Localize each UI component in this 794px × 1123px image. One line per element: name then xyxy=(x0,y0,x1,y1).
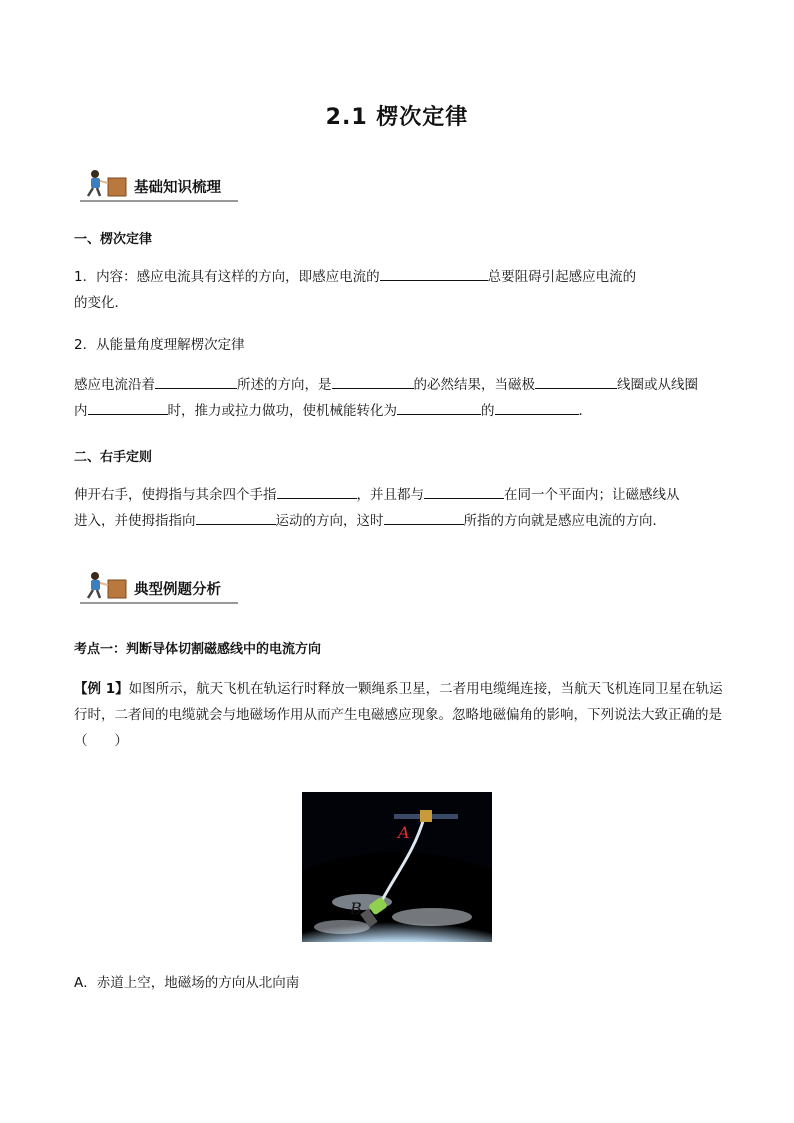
text-segment: 的必然结果，当磁极 xyxy=(413,377,535,393)
paragraph-energy xyxy=(74,372,724,424)
text-segment: 内 xyxy=(74,403,88,419)
example-question: 如图所示，航天飞机在轨运行时释放一颗绳系卫星，二者用电缆绳连接，当航天飞机连同卫星在轨运行时，二者间的电缆就会与地磁场作用从而产生电磁感应现象。忽略地磁偏角的影响，下列说法大致正确的是（ ） xyxy=(74,681,723,749)
option-a: A．赤道上空，地磁场的方向从北向南 xyxy=(74,975,300,991)
fill-blank xyxy=(495,399,579,415)
fill-blank xyxy=(88,399,168,415)
section-banner-examples xyxy=(78,570,298,604)
page-title: 2.1 楞次定律 xyxy=(325,105,469,130)
text-segment: 线圈或从线圈 xyxy=(617,377,698,393)
paragraph-content xyxy=(74,264,724,316)
text-segment: 进入，并使拇指指向 xyxy=(74,513,196,529)
text-segment: ，并且都与 xyxy=(356,487,424,503)
pushing-box-icon xyxy=(78,168,138,202)
fill-blank xyxy=(196,509,276,525)
example-tag: 【例 1】 xyxy=(74,681,129,697)
label-b: B xyxy=(350,899,362,918)
heading-right-hand-rule: 二、右手定则 xyxy=(74,450,153,465)
fill-blank xyxy=(424,483,504,499)
text-segment: 运动的方向，这时 xyxy=(275,513,384,529)
banner-underline xyxy=(80,200,238,202)
fill-blank xyxy=(332,373,414,389)
paragraph-right-hand-rule xyxy=(74,482,724,534)
text-segment: 在同一个平面内；让磁感线从 xyxy=(504,487,680,503)
fill-blank xyxy=(397,399,481,415)
text-segment: 1．内容：感应电流具有这样的方向，即感应电流的 xyxy=(74,269,380,285)
banner-underline xyxy=(80,602,238,604)
text-segment: ． xyxy=(578,403,592,419)
text-segment: 伸开右手，使拇指与其余四个手指 xyxy=(74,487,277,503)
example-1-text xyxy=(74,676,724,754)
text-segment: 时，推力或拉力做功，使机械能转化为 xyxy=(167,403,397,419)
label-a: A xyxy=(398,823,410,842)
fill-blank xyxy=(384,509,464,525)
kaodian-heading: 考点一：判断导体切割磁感线中的电流方向 xyxy=(74,642,322,657)
section-banner-basics xyxy=(78,168,298,202)
tethered-satellite-image xyxy=(302,792,492,942)
section-title-examples: 典型例题分析 xyxy=(134,582,221,598)
fill-blank xyxy=(535,373,617,389)
section-title-basics: 基础知识梳理 xyxy=(134,180,221,196)
text-segment: 感应电流沿着 xyxy=(74,377,155,393)
text-segment: 总要阻碍引起感应电流的 xyxy=(487,269,637,285)
pushing-box-icon xyxy=(78,570,138,604)
text-segment: 所述的方向，是 xyxy=(237,377,332,393)
fill-blank xyxy=(155,373,237,389)
fill-blank xyxy=(277,483,357,499)
paragraph-energy-heading: 2．从能量角度理解楞次定律 xyxy=(74,337,245,353)
heading-lenz-law: 一、楞次定律 xyxy=(74,232,153,247)
text-segment: 的变化． xyxy=(74,295,128,311)
satellite-figure xyxy=(302,792,492,942)
text-segment: 所指的方向就是感应电流的方向． xyxy=(463,513,666,529)
fill-blank xyxy=(380,265,488,281)
text-segment: 的 xyxy=(481,403,495,419)
